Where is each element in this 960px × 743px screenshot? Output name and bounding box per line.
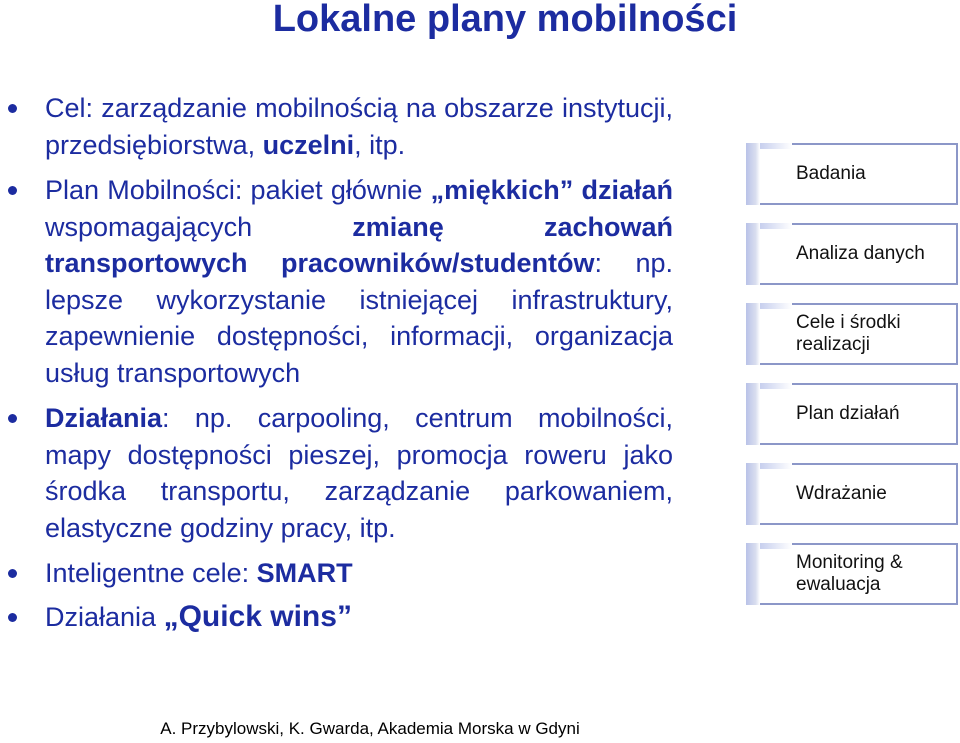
bullet-item-actions: Działania: np. carpooling, centrum mobilności, mapy dostępności pieszej, promocja roweru jako środka transportu, zarządzanie parkowaniem, elastyczne godziny pracy, itp.: [45, 400, 673, 546]
step-box-goals-means: [746, 303, 958, 365]
step-label: Plan działań: [796, 403, 900, 424]
bullet-item-mobility-plan: Plan Mobilności: pakiet głównie „miękkich” działań wspomagających zmianę zachowań transportowych pracowników/studentów: np. lepsze wykorzystanie istniejącej infrastruktury, zapewnienie dostępności, informacji, organizacja usług transportowych: [45, 172, 673, 391]
step-label: Monitoring & ewaluacja: [796, 552, 903, 595]
page-title: Lokalne plany mobilności: [272, 0, 738, 40]
bullet-item-smart-goals: Inteligentne cele: SMART: [45, 555, 673, 592]
step-label: Analiza danych: [796, 243, 925, 264]
bullet-list: [45, 90, 673, 644]
bullet-item-goal: Cel: zarządzanie mobilnością na obszarze instytucji, przedsiębiorstwa, uczelni, itp.: [45, 90, 673, 163]
step-box-research: [746, 143, 958, 205]
step-label: Badania: [796, 163, 866, 184]
footer-credits: A. Przybylowski, K. Gwarda, Akademia Morska w Gdyni: [160, 719, 580, 738]
step-box-data-analysis: [746, 223, 958, 285]
step-label: Wdrażanie: [796, 483, 887, 504]
step-box-action-plan: [746, 383, 958, 445]
step-label: Cele i środki realizacji: [796, 312, 901, 355]
step-box-implementation: [746, 463, 958, 525]
bullet-item-quick-wins: Działania „Quick wins”: [45, 599, 673, 636]
step-box-monitoring: [746, 543, 958, 605]
